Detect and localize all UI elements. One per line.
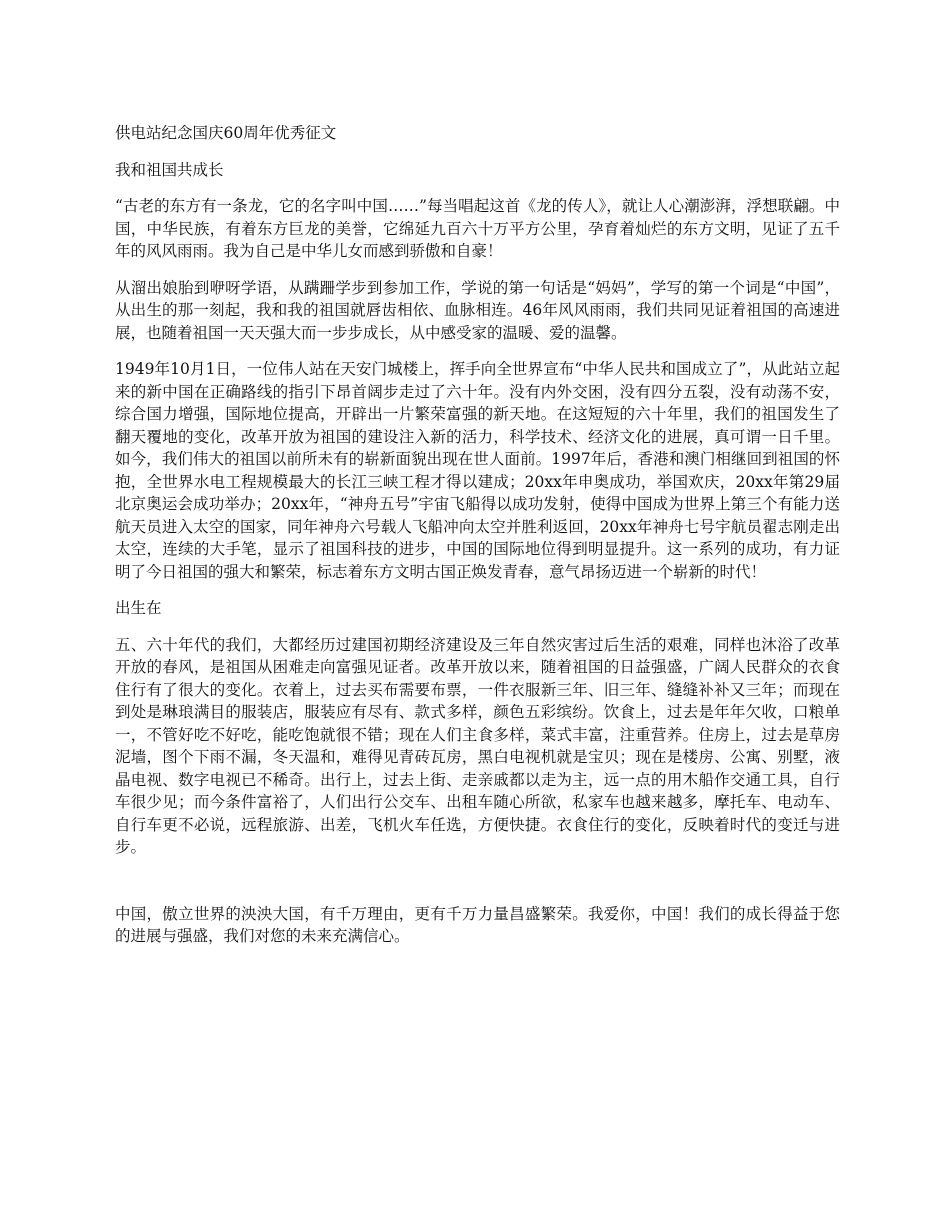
document-subtitle: 我和祖国共成长: [115, 160, 224, 179]
blank-line: [115, 873, 840, 903]
document-page: [115, 122, 840, 962]
paragraph-new-china: 1949年10月1日，一位伟人站在天安门城楼上，挥手向全世界宣布“中华人民共和国成立了”，从此站立起来的新中国在正确路线的指引下昂首阔步走过了六十年。没有内外交困，没有四分五裂，没有动荡不安，综合国力增强，国际地位提高，开辟出一片繁荣富强的新天地。在这短短的六十年里，我们的祖国发生了翻天覆地的变化，改革开放为祖国的建设注入新的活力，科学技术、经济文化的进展，真可谓一日千里。如今，我们伟大的祖国以前所未有的崭新面貌出现在世人面前。1997年后，香港和澳门相继回到祖国的怀抱，全世界水电工程规模最大的长江三峡工程才得以建成；20xx年申奥成功，举国欢庆，20xx年第29届北京奥运会成功举办；20xx年，“神舟五号”宇宙飞船得以成功发射，使得中国成为世界上第三个有能力送航天员进入太空的国家，同年神舟六号载人飞船冲向太空并胜利返回，20xx年神舟七号宇航员翟志刚走出太空，连续的大手笔，显示了祖国科技的进步，中国的国际地位得到明显提升。这一系列的成功，有力证明了今日祖国的强大和繁荣，标志着东方文明古国正焕发青春，意气昂扬迈进一个崭新的时代！: [115, 360, 840, 581]
paragraph-born-in: 出生在: [115, 599, 162, 617]
paragraph-growing-up: 从溜出娘胎到咿呀学语，从蹒跚学步到参加工作，学说的第一句话是“妈妈”，学写的第一个词是“中国”，从出生的那一刻起，我和我的祖国就唇齿相依、血脉相连。46年风风雨雨，我们共同见证着祖国的高速进展，也随着祖国一天天强大而一步步成长，从中感受家的温暖、爱的温馨。: [115, 278, 840, 342]
paragraph-conclusion: 中国，傲立世界的泱泱大国，有千万理由，更有千万力量昌盛繁荣。我爱你，中国！我们的成长得益于您的进展与强盛，我们对您的未来充满信心。: [115, 904, 840, 945]
document-title: 供电站纪念国庆60周年优秀征文: [115, 124, 337, 142]
paragraph-daily-life: 五、六十年代的我们，大都经历过建国初期经济建设及三年自然灾害过后生活的艰难，同样也沐浴了改革开放的春风，是祖国从困难走向富强见证者。改革开放以来，随着祖国的日益强盛，广阔人民群众的衣食住行有了很大的变化。衣着上，过去买布需要布票，一件衣服新三年、旧三年、缝缝补补又三年；而现在到处是琳琅满目的服装店，服装应有尽有、款式多样，颜色五彩缤纷。饮食上，过去是年年欠收，口粮单一，不管好吃不好吃，能吃饱就很不错；现在人们主食多样，菜式丰富，注重营养。住房上，过去是草房泥墙，图个下雨不漏，冬天温和，难得见青砖瓦房，黑白电视机就是宝贝；现在是楼房、公寓、别墅，液晶电视、数字电视已不稀奇。出行上，过去上街、走亲戚都以走为主，远一点的用木船作交通工具，自行车很少见；而今条件富裕了，人们出行公交车、出租车随心所欲，私家车也越来越多，摩托车、电动车、自行车更不必说，远程旅游、出差，飞机火车任选，方便快捷。衣食住行的变化，反映着时代的变迁与进步。: [115, 635, 840, 856]
paragraph-dragon: “古老的东方有一条龙，它的名字叫中国……”每当唱起这首《龙的传人》，就让人心潮澎湃，浮想联翩。中国，中华民族，有着东方巨龙的美誉，它绵延九百六十万平方公里，孕育着灿烂的东方文明，见证了五千年的风风雨雨。我为自己是中华儿女而感到骄傲和自豪！: [115, 197, 840, 260]
